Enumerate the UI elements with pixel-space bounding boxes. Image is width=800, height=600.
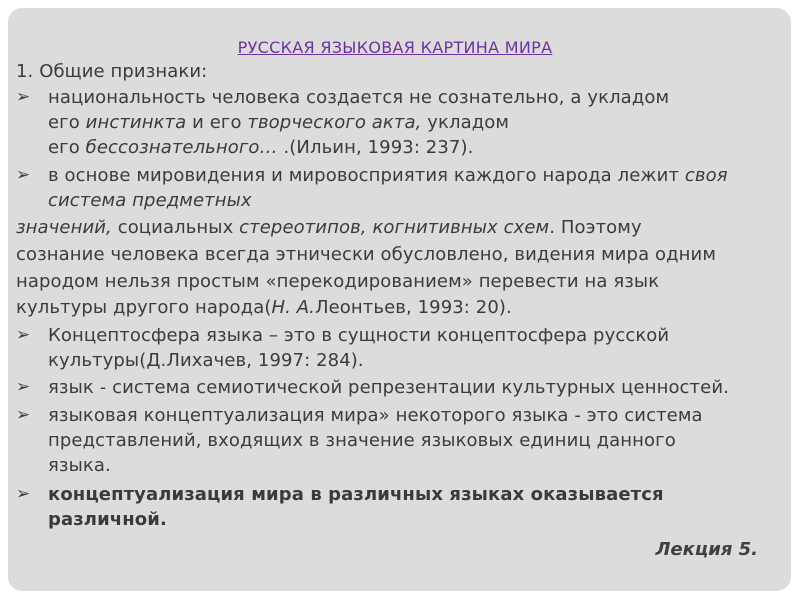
bullet-arrow-icon: ➢ — [16, 87, 31, 107]
bullet-3-line-1: Концептосфера языка – это в сущности концептосфера русской — [48, 325, 670, 346]
bullet-arrow-icon: ➢ — [16, 165, 31, 185]
text-run-italic: стереотипов, когнитивных схем — [239, 217, 550, 238]
bullet-5-line-2: представлений, входящих в значение языковых единиц данного — [48, 430, 676, 451]
text-run: укладом — [421, 112, 510, 133]
lecture-number: Лекция 5. — [655, 539, 758, 560]
bullet-arrow-icon: ➢ — [16, 484, 31, 504]
bullet-5-line-1: языковая концептуализация мира» некоторого языка - это система — [48, 405, 703, 426]
text-run-italic: бессознательного… — [85, 137, 278, 158]
text-run: его — [48, 112, 86, 133]
text-run: культуры другого народа( — [16, 297, 272, 318]
bullet-arrow-icon: ➢ — [16, 377, 31, 397]
text-run: .(Ильин, 1993: 237). — [277, 137, 474, 158]
bullet-6-line-2: различной. — [48, 509, 167, 530]
text-run-italic: инстинкта — [85, 112, 187, 133]
section-heading: 1. Общие признаки: — [16, 61, 208, 82]
paragraph-line-2: сознание человека всегда этнически обусловлено, видения мира одним — [16, 244, 717, 265]
bullet-5-line-3: языка. — [48, 455, 111, 476]
bullet-arrow-icon: ➢ — [16, 405, 31, 425]
bullet-2-line-2: система предметных — [48, 190, 252, 211]
slide-title: РУССКАЯ ЯЗЫКОВАЯ КАРТИНА МИРА — [237, 38, 553, 57]
paragraph-line-1 — [16, 217, 642, 238]
bullet-4-line-1: язык - система семиотической репрезентации культурных ценностей. — [48, 377, 729, 398]
bullet-6-line-1: концептуализация мира в различных языках оказывается — [48, 484, 664, 505]
text-run-italic: своя — [684, 165, 728, 186]
bullet-arrow-icon: ➢ — [16, 325, 31, 345]
text-run-italic: значений, — [16, 217, 112, 238]
bullet-1-line-1: национальность человека создается не сознательно, а укладом — [48, 87, 670, 108]
text-run: в основе мировидения и мировосприятия каждого народа лежит — [48, 165, 685, 186]
paragraph-line-4 — [16, 297, 512, 318]
text-run: социальных — [111, 217, 240, 238]
text-run: и его — [186, 112, 248, 133]
text-run: . Поэтому — [549, 217, 642, 238]
bullet-1-line-2 — [48, 112, 509, 133]
paragraph-line-3: народом нельзя простым «перекодированием» перевести на язык — [16, 271, 660, 292]
text-run-italic: творческого акта, — [247, 112, 422, 133]
text-run: его — [48, 137, 86, 158]
bullet-3-line-2: культуры(Д.Лихачев, 1997: 284). — [48, 350, 364, 371]
text-run: Леонтьев, 1993: 20). — [314, 297, 512, 318]
bullet-2-line-1 — [48, 165, 728, 186]
text-run-italic: Н. А. — [271, 297, 315, 318]
bullet-1-line-3 — [48, 137, 473, 158]
